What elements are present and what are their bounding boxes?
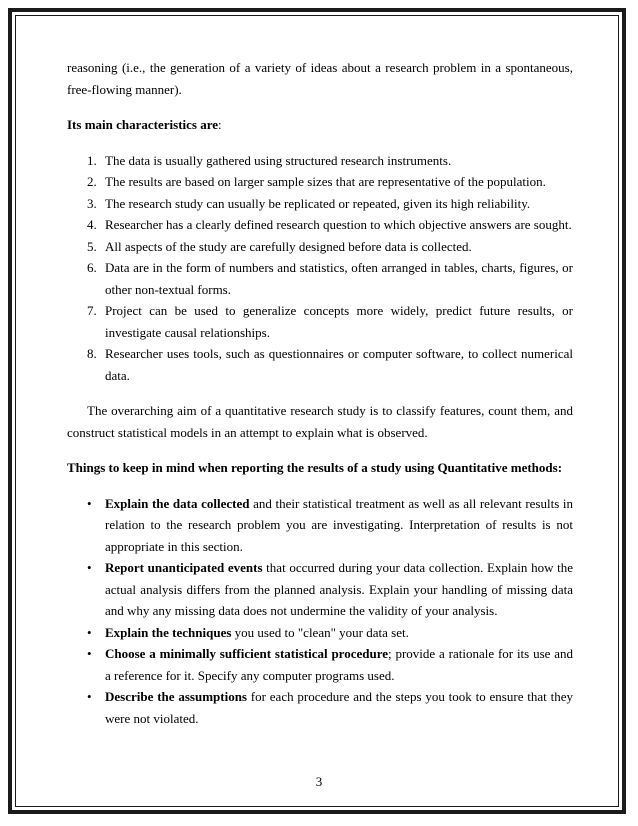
intro-paragraph: reasoning (i.e., the generation of a variety of ideas about a research problem in a spontaneous, free-flowing manner).: [67, 60, 573, 97]
list-item-number: 4.: [87, 217, 97, 232]
characteristics-heading-colon: :: [218, 117, 222, 132]
list-item: [67, 214, 573, 236]
tip-text: that occurred during your data collection. Explain how the actual analysis differs from the planned analysis. Explain your handling of missing data and why any missing data does not undermine the validity of your analysis.: [105, 560, 573, 618]
tip-bold-text: Choose a minimally sufficient statistical procedure: [105, 646, 389, 661]
list-item: [67, 150, 573, 172]
list-item-number: 6.: [87, 260, 97, 275]
list-item: [67, 300, 573, 343]
tip-text: and their statistical treatment as well as all relevant results in relation to the research problem you are investigating. Interpretation of results is not appropriate in this section.: [105, 495, 573, 554]
list-item-number: 1.: [87, 152, 97, 168]
things-heading: Things to keep in mind when reporting the results of a study using Quantitative methods:: [67, 460, 563, 475]
bullet-icon: •: [87, 624, 92, 640]
bullet-icon: •: [87, 560, 92, 575]
characteristics-heading-text: Its main characteristics are: [67, 117, 219, 132]
list-item: [67, 171, 573, 193]
tip-text: ; provide a rationale for its use and a reference for it. Specify any computer programs used.: [105, 646, 573, 683]
list-item-text: The results are based on larger sample sizes that are representative of the population.: [105, 174, 546, 189]
list-item-text: The data is usually gathered using structured research instruments.: [105, 152, 452, 168]
tip-text: you used to "clean" your data set.: [231, 624, 409, 640]
tip-bold-text: Report unanticipated events: [105, 560, 263, 575]
list-item-number: 3.: [87, 195, 97, 211]
document-body: [67, 57, 573, 729]
tips-list: [67, 493, 573, 730]
list-item-text: Project can be used to generalize concepts more widely, predict future results, or investigate causal relationships.: [105, 303, 573, 340]
list-item-number: 8.: [87, 346, 97, 361]
list-item: [67, 622, 573, 644]
page-number: 3: [315, 774, 323, 789]
overarching-paragraph: The overarching aim of a quantitative research study is to classify features, count them, and construct statistical models in an attempt to explain what is observed.: [67, 403, 573, 440]
characteristics-heading: [67, 114, 573, 136]
list-item-number: 7.: [87, 303, 97, 318]
list-item-number: 2.: [87, 174, 97, 189]
list-item-text: The research study can usually be replicated or repeated, given its high reliability.: [105, 195, 531, 211]
list-item: [67, 343, 573, 386]
list-item: [67, 493, 573, 558]
bullet-icon: •: [87, 646, 92, 661]
bullet-icon: •: [87, 689, 92, 704]
list-item: [67, 686, 573, 729]
list-item: [67, 193, 573, 215]
list-item-text: Researcher uses tools, such as questionnaires or computer software, to collect numerical data.: [105, 346, 573, 383]
list-item-number: 5.: [87, 238, 97, 254]
list-item-text: Researcher has a clearly defined research question to which objective answers are sought.: [105, 217, 572, 232]
tip-bold-text: Explain the data collected: [105, 495, 250, 511]
tip-bold-text: Explain the techniques: [105, 624, 232, 640]
tip-bold-text: Describe the assumptions: [105, 689, 247, 704]
list-item: [67, 257, 573, 300]
tip-text: for each procedure and the steps you took to ensure that they were not violated.: [105, 689, 573, 726]
list-item-text: All aspects of the study are carefully designed before data is collected.: [105, 238, 472, 254]
list-item: [67, 557, 573, 622]
bullet-icon: •: [87, 495, 92, 511]
characteristics-list: [67, 150, 573, 387]
list-item: [67, 643, 573, 686]
list-item-text: Data are in the form of numbers and statistics, often arranged in tables, charts, figures, or other non-textual forms.: [105, 260, 573, 297]
list-item: [67, 236, 573, 258]
